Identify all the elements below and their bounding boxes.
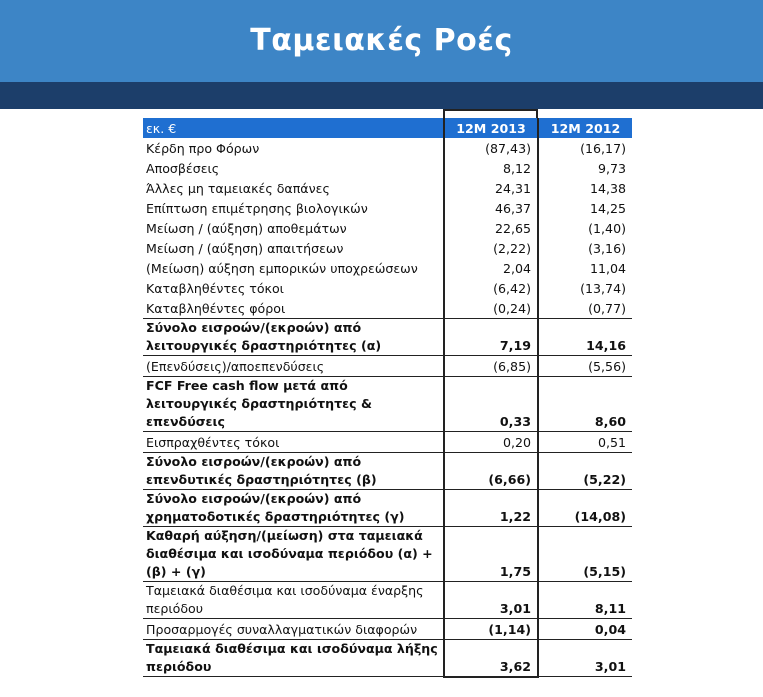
value-2012: (14,08) xyxy=(538,490,632,527)
subtotal-row xyxy=(143,377,632,432)
value-2013: (6,85) xyxy=(444,356,538,377)
value-2013: 0,33 xyxy=(444,377,538,432)
row-label: Σύνολο εισροών/(εκροών) από λειτουργικές δραστηριότητες (α) xyxy=(143,319,444,356)
table-row xyxy=(143,432,632,453)
value-2013: (0,24) xyxy=(444,298,538,319)
column-2013-frame-top xyxy=(443,109,538,118)
value-2013: 22,65 xyxy=(444,218,538,238)
row-label: Σύνολο εισροών/(εκροών) από επενδυτικές δραστηριότητες (β) xyxy=(143,453,444,490)
row-label: (Μείωση) αύξηση εμπορικών υποχρεώσεων xyxy=(146,261,418,276)
value-2012: (5,15) xyxy=(538,527,632,582)
row-label: Καθαρή αύξηση/(μείωση) στα ταμειακά διαθέσιμα και ισοδύναμα περιόδου (α) + (β) + (γ) xyxy=(143,527,444,582)
cash-flow-table xyxy=(143,118,632,678)
header-col-2012: 12M 2012 xyxy=(538,118,632,138)
row-label: Καταβληθέντες τόκοι xyxy=(146,281,284,296)
table-row xyxy=(143,178,632,198)
subtotal-row xyxy=(143,490,632,527)
value-2013: 0,20 xyxy=(444,432,538,453)
row-label: Μείωση / (αύξηση) αποθεμάτων xyxy=(146,221,347,236)
row-label: Καταβληθέντες φόροι xyxy=(143,298,444,319)
row-label: Κέρδη προ Φόρων xyxy=(146,141,260,156)
value-2012: 14,25 xyxy=(589,201,626,216)
value-2013: 1,75 xyxy=(444,527,538,582)
table-row xyxy=(143,218,632,238)
total-row xyxy=(143,640,632,677)
value-2012: 8,60 xyxy=(538,377,632,432)
table-row xyxy=(143,298,632,319)
subtotal-row xyxy=(143,319,632,356)
value-2013: (6,66) xyxy=(444,453,538,490)
value-2012: (5,56) xyxy=(538,356,632,377)
row-label: Ταμειακά διαθέσιμα και ισοδύναμα λήξης περιόδου xyxy=(143,640,444,677)
row-label: Μείωση / (αύξηση) απαιτήσεων xyxy=(146,241,344,256)
table-header-row xyxy=(143,118,632,138)
value-2013: 3,01 xyxy=(444,582,538,619)
table-row xyxy=(143,198,632,218)
value-2013: (87,43) xyxy=(444,138,538,158)
header-units: εκ. € xyxy=(143,118,444,138)
value-2012: 3,01 xyxy=(538,640,632,677)
table-row xyxy=(143,138,632,158)
header-stripe xyxy=(0,82,763,109)
value-2012: (0,77) xyxy=(538,298,632,319)
row-label: Αποσβέσεις xyxy=(146,161,220,176)
value-2012: (1,40) xyxy=(588,221,626,236)
value-2012: (16,17) xyxy=(580,141,626,156)
value-2012: 14,16 xyxy=(538,319,632,356)
row-label: FCF Free cash flow μετά από λειτουργικές δραστηριότητες & επενδύσεις xyxy=(143,377,444,432)
table-row xyxy=(143,238,632,258)
value-2012: (3,16) xyxy=(588,241,626,256)
value-2013: (1,14) xyxy=(444,619,538,640)
value-2012: 0,51 xyxy=(538,432,632,453)
table-row xyxy=(143,158,632,178)
value-2012: (13,74) xyxy=(580,281,626,296)
value-2013: (2,22) xyxy=(444,238,538,258)
value-2012: 0,04 xyxy=(538,619,632,640)
header-col-2013: 12M 2013 xyxy=(444,118,538,138)
value-2013: 7,19 xyxy=(444,319,538,356)
value-2012: 14,38 xyxy=(589,181,626,196)
value-2013: 24,31 xyxy=(444,178,538,198)
table-row xyxy=(143,619,632,640)
value-2012: 8,11 xyxy=(538,582,632,619)
value-2013: (6,42) xyxy=(444,278,538,298)
subtotal-row xyxy=(143,527,632,582)
value-2013: 1,22 xyxy=(444,490,538,527)
value-2013: 46,37 xyxy=(444,198,538,218)
row-label: (Επενδύσεις)/αποεπενδύσεις xyxy=(143,356,444,377)
value-2012: 11,04 xyxy=(589,261,626,276)
table-row xyxy=(143,258,632,278)
row-label: Ταμειακά διαθέσιμα και ισοδύναμα έναρξης περιόδου xyxy=(143,582,444,619)
table-row xyxy=(143,582,632,619)
value-2012: (5,22) xyxy=(538,453,632,490)
row-label: Εισπραχθέντες τόκοι xyxy=(143,432,444,453)
slide-title: Ταμειακές Ροές xyxy=(250,23,513,58)
table-row xyxy=(143,278,632,298)
row-label: Επίπτωση επιμέτρησης βιολογικών xyxy=(146,201,368,216)
value-2012: 9,73 xyxy=(597,161,626,176)
row-label: Άλλες μη ταμειακές δαπάνες xyxy=(146,181,330,196)
row-label: Σύνολο εισροών/(εκροών) από χρηματοδοτικές δραστηριότητες (γ) xyxy=(143,490,444,527)
subtotal-row xyxy=(143,453,632,490)
value-2013: 2,04 xyxy=(444,258,538,278)
value-2013: 8,12 xyxy=(444,158,538,178)
row-label: Προσαρμογές συναλλαγματικών διαφορών xyxy=(143,619,444,640)
value-2013: 3,62 xyxy=(444,640,538,677)
table-row xyxy=(143,356,632,377)
